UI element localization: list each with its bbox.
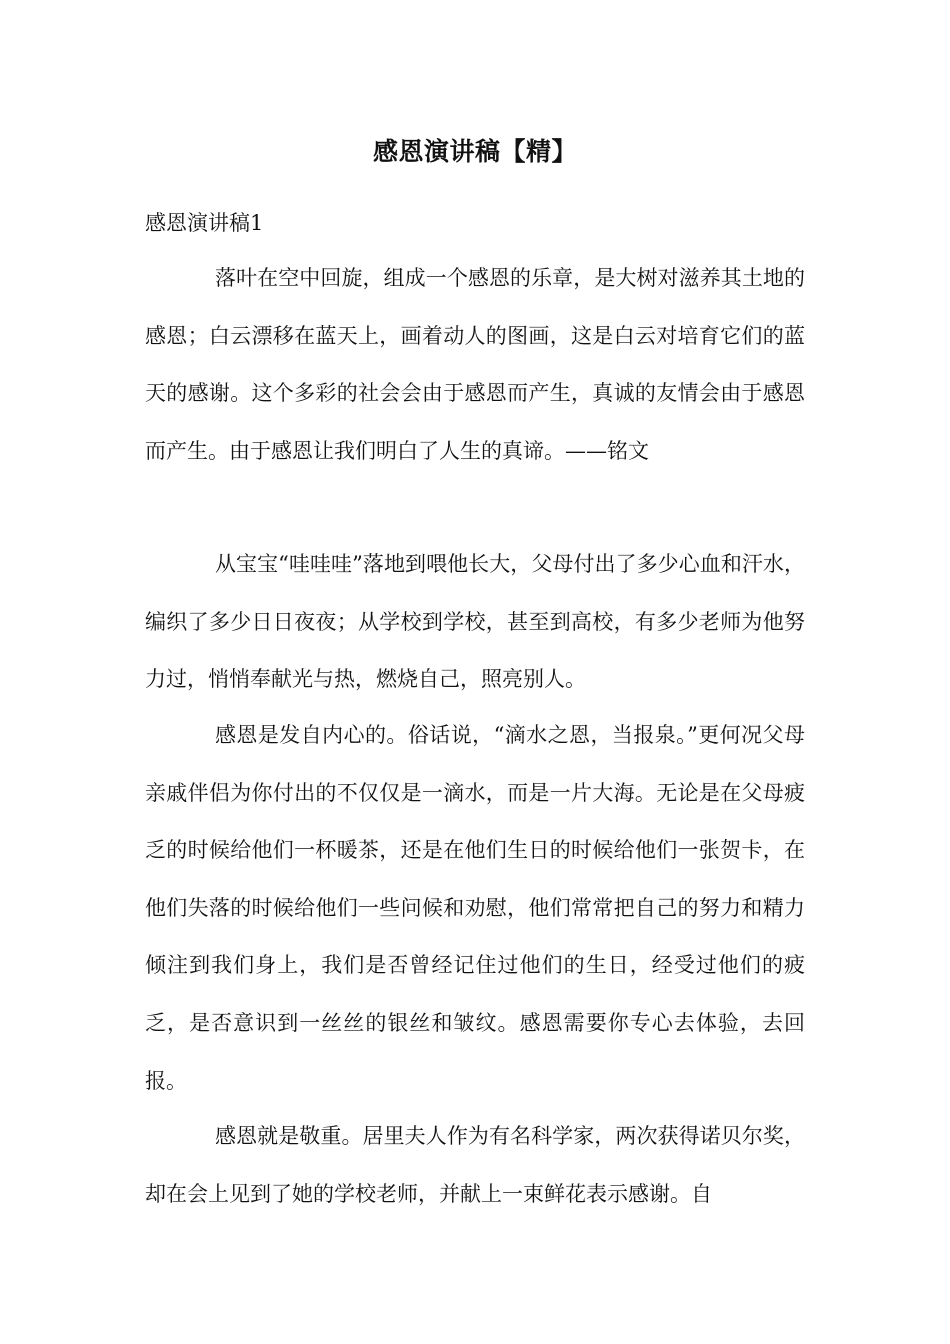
paragraph-1: 落叶在空中回旋，组成一个感恩的乐章，是大树对滋养其土地的感恩；白云漂移在蓝天上，画着动人的图画，这是白云对培育它们的蓝天的感谢。这个多彩的社会会由于感恩而产生，真诚的友情会由于感恩而产生。由于感恩让我们明白了人生的真谛。——铭文: [145, 266, 805, 463]
paragraph-2: 从宝宝“哇哇哇”落地到喂他长大，父母付出了多少心血和汗水，编织了多少日日夜夜；从学校到学校，甚至到高校，有多少老师为他努力过，悄悄奉献光与热，燃烧自己，照亮别人。: [145, 552, 805, 692]
section-heading: 感恩演讲稿1: [145, 211, 264, 235]
paragraph-3: 感恩是发自内心的。俗话说，“滴水之恩，当报泉。”更何况父母亲戚伴侣为你付出的不仅仅是一滴水，而是一片大海。无论是在父母疲乏的时候给他们一杯暖茶，还是在他们生日的时候给他们一张贺卡，在他们失落的时候给他们一些问候和劝慰，他们常常把自己的努力和精力倾注到我们身上，我们是否曾经记住过他们的生日，经受过他们的疲乏，是否意识到一丝丝的银丝和皱纹。感恩需要你专心去体验，去回报。: [145, 723, 805, 1093]
document-title: 感恩演讲稿【精】: [372, 137, 577, 166]
paragraph-4: 感恩就是敬重。居里夫人作为有名科学家，两次获得诺贝尔奖，却在会上见到了她的学校老师，并献上一束鲜花表示感谢。自: [145, 1124, 805, 1206]
